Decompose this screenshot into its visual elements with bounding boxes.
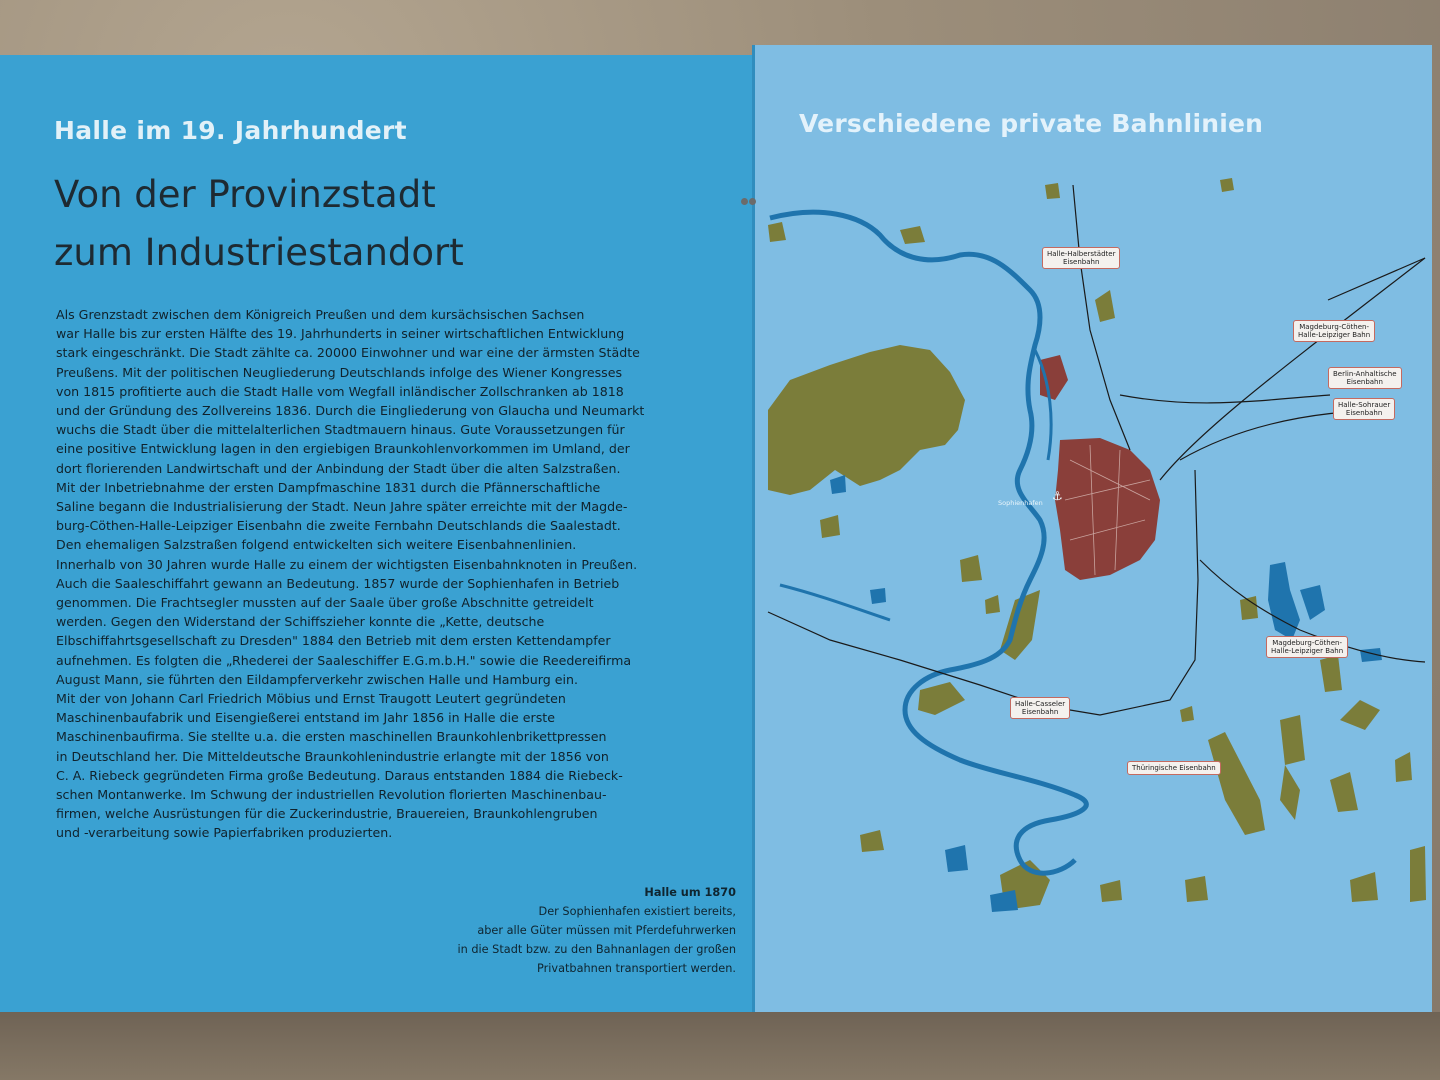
rail-label-thuringia xyxy=(1127,761,1221,775)
body-line: und der Gründung des Zollvereins 1836. Durch die Eingliederung von Glaucha und Neumarkt xyxy=(56,403,645,419)
title-line: zum Industriestandort xyxy=(54,231,464,274)
town-area xyxy=(1040,355,1160,580)
body-line: Mit der von Johann Carl Friedrich Möbius und Ernst Traugott Leutert gegründeten xyxy=(56,691,566,707)
body-line: war Halle bis zur ersten Hälfte des 19. Jahrhunderts in seiner wirtschaftlichen Entwicklung xyxy=(56,326,625,342)
rail-label-line: Halle-Leipziger Bahn xyxy=(1298,331,1371,339)
body-line: Als Grenzstadt zwischen dem Königreich Preußen und dem kursächsischen Sachsen xyxy=(56,307,585,322)
body-line: Maschinenbaufabrik und Eisengießerei entstand im Jahr 1856 in Halle die erste xyxy=(56,710,555,726)
body-line: Auch die Saaleschiffahrt gewann an Bedeutung. 1857 wurde der Sophienhafen in Betrieb xyxy=(56,575,620,591)
body-line: Mit der Inbetriebnahme der ersten Dampfmaschine 1831 durch die Pfännerschaftliche xyxy=(56,479,601,495)
body-line: in Deutschland her. Die Mitteldeutsche Braunkohlenindustrie erlangte mit der 1856 von xyxy=(56,748,609,764)
body-line: Preußens. Mit der politischen Neugliederung Deutschlands infolge des Wiener Kongresses xyxy=(56,364,623,380)
body-line: burg-Cöthen-Halle-Leipziger Eisenbahn die zweite Fernbahn Deutschlands die Saalestadt. xyxy=(56,518,621,534)
rail-label-line: Eisenbahn xyxy=(1346,378,1383,386)
screw-icon xyxy=(741,198,748,205)
rail-label-line: Magdeburg-Cöthen- xyxy=(1299,323,1369,331)
body-text xyxy=(56,305,746,843)
map-caption xyxy=(336,883,736,978)
body-line: C. A. Riebeck gegründeten Firma große Bedeutung. Daraus entstanden 1884 die Riebeck- xyxy=(56,767,623,783)
wall-base xyxy=(0,1012,1440,1080)
rail-label-line: Halle-Sohrauer xyxy=(1338,401,1391,409)
panel-title xyxy=(54,166,714,282)
rail-label-line: Thüringische Eisenbahn xyxy=(1132,764,1216,772)
caption-title: Halle um 1870 xyxy=(644,886,736,899)
body-line: Maschinenbaufirma. Sie stellte u.a. die ersten maschinellen Braunkohlenbrikettpressen xyxy=(56,729,607,745)
body-line: werden. Gegen den Widerstand der Schiffszieher konnte die „Kette, deutsche xyxy=(56,614,545,630)
map-title: Verschiedene private Bahnlinien xyxy=(799,109,1264,138)
rail-label-line: Halle-Leipziger Bahn xyxy=(1271,647,1344,655)
rail-label-line: Halle-Casseler xyxy=(1015,700,1066,708)
body-line: und -verarbeitung sowie Papierfabriken produzierten. xyxy=(56,825,393,841)
rail-label-line: Eisenbahn xyxy=(1063,258,1100,266)
caption-line: aber alle Güter müssen mit Pferdefuhrwerken xyxy=(477,924,736,937)
body-line: genommen. Die Frachtsegler mussten auf der Saale über große Abschnitte getreidelt xyxy=(56,595,594,611)
harbor-label: Sophienhafen xyxy=(998,499,1043,507)
rail-label-line: Eisenbahn xyxy=(1345,409,1383,417)
body-line: Saline begann die Industrialisierung der Stadt. Neun Jahre später erreichte mit der Magde- xyxy=(56,499,628,515)
panel-eyebrow: Halle im 19. Jahrhundert xyxy=(54,116,407,145)
body-line: schen Montanwerke. Im Schwung der industriellen Revolution florierten Maschinenbau- xyxy=(56,787,607,803)
rail-label-halle-sohrau xyxy=(1333,398,1395,420)
title-line: Von der Provinzstadt xyxy=(54,173,436,216)
body-line: aufnehmen. Es folgten die „Rhederei der Saaleschiffer E.G.m.b.H." sowie die Reedereifirma xyxy=(56,652,632,668)
rail-label-line: Halle-Halberstädter xyxy=(1047,250,1116,258)
rail-label-line: Berlin-Anhaltische xyxy=(1333,370,1397,378)
body-line: dort florierenden Landwirtschaft und der Anbindung der Stadt über die alten Salzstraßen. xyxy=(56,460,621,476)
body-line: firmen, welche Ausrüstungen für die Zuckerindustrie, Brauereien, Braunkohlengruben xyxy=(56,806,598,822)
body-line: stark eingeschränkt. Die Stadt zählte ca. 20000 Einwohner und war eine der ärmsten Städte xyxy=(56,345,640,361)
body-line: August Mann, sie führten den Eildampferverkehr zwischen Halle und Hamburg ein. xyxy=(56,671,578,687)
rail-label-halle-cassel xyxy=(1010,697,1070,719)
body-line: von 1815 profitierte auch die Stadt Halle vom Wegfall inländischer Zollschranken ab 1818 xyxy=(56,383,624,399)
caption-line: Der Sophienhafen existiert bereits, xyxy=(538,905,736,918)
body-line: Innerhalb von 30 Jahren wurde Halle zu einem der wichtigsten Eisenbahnknoten in Preußen. xyxy=(56,556,638,572)
anchor-icon: ⚓ xyxy=(1052,489,1063,503)
caption-line: in die Stadt bzw. zu den Bahnanlagen der großen xyxy=(457,943,736,956)
rail-label-berlin-anhalt xyxy=(1328,367,1402,389)
rail-label-magdeburg-north xyxy=(1293,320,1375,342)
river-saale xyxy=(770,212,1086,873)
rail-label-magdeburg-south xyxy=(1266,636,1348,658)
rail-label-line: Magdeburg-Cöthen- xyxy=(1272,639,1342,647)
rail-label-line: Eisenbahn xyxy=(1021,708,1059,716)
historic-map xyxy=(755,160,1432,920)
rail-label-halle-halberstadt xyxy=(1042,247,1120,269)
caption-line: Privatbahnen transportiert werden. xyxy=(536,962,736,975)
body-line: Den ehemaligen Salzstraßen folgend entwickelten sich weitere Eisenbahnenlinien. xyxy=(56,537,577,553)
body-line: Elbschiffahrtsgesellschaft zu Dresden" 1884 den Betrieb mit dem ersten Kettendampfer xyxy=(56,633,611,649)
body-line: wuchs die Stadt über die mittelalterlichen Stadtmauern hinaus. Gute Voraussetzungen für xyxy=(56,422,625,438)
body-line: eine positive Entwicklung lagen in den ergiebigen Braunkohlenvorkommen im Umland, der xyxy=(56,441,630,457)
